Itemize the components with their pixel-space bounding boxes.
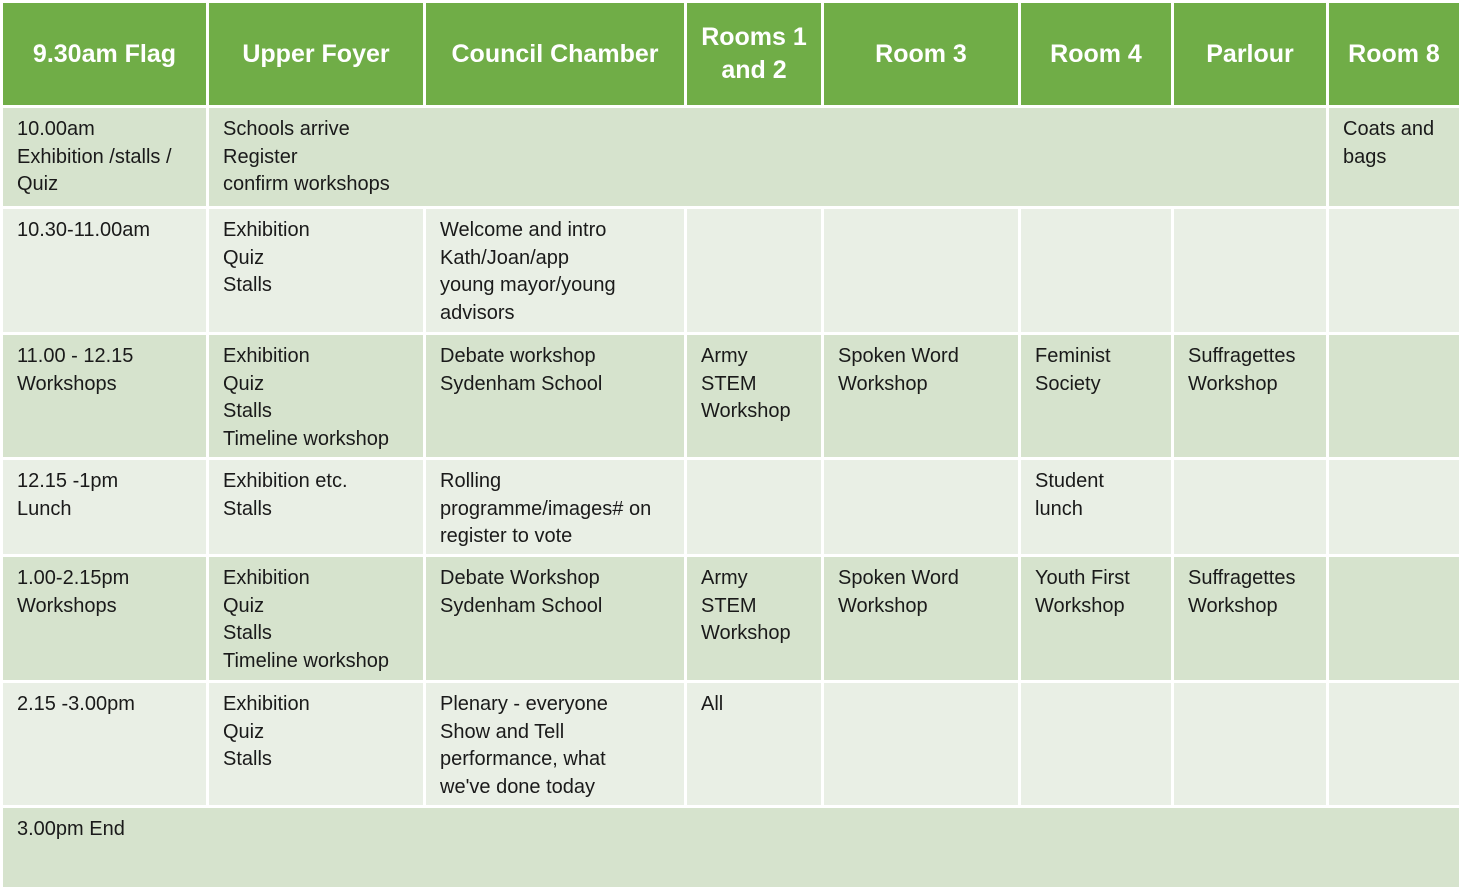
parlour-cell (1173, 682, 1328, 807)
header-room-4: Room 4 (1020, 2, 1173, 107)
table-row (2, 556, 1461, 682)
rooms-1-2-cell (686, 208, 823, 334)
parlour-cell (1173, 208, 1328, 334)
upper-foyer-cell: Exhibition Quiz Stalls Timeline workshop (208, 334, 425, 459)
room-3-cell (823, 682, 1020, 807)
upper-foyer-cell: Exhibition Quiz Stalls (208, 682, 425, 807)
header-parlour: Parlour (1173, 2, 1328, 107)
council-chamber-cell: Welcome and intro Kath/Joan/app young mayor/young advisors (425, 208, 686, 334)
room-4-cell: Student lunch (1020, 459, 1173, 556)
time-cell: 2.15 -3.00pm (2, 682, 208, 807)
room-8-cell (1328, 334, 1461, 459)
room-8-cell (1328, 556, 1461, 682)
table-row (2, 459, 1461, 556)
time-cell: 12.15 -1pm Lunch (2, 459, 208, 556)
upper-foyer-cell: Exhibition Quiz Stalls (208, 208, 425, 334)
header-row (2, 2, 1461, 107)
table-row (2, 107, 1461, 208)
header-room-3: Room 3 (823, 2, 1020, 107)
header-upper-foyer: Upper Foyer (208, 2, 425, 107)
time-cell: 11.00 - 12.15 Workshops (2, 334, 208, 459)
table-row (2, 208, 1461, 334)
room-8-cell (1328, 208, 1461, 334)
council-chamber-cell: Debate workshop Sydenham School (425, 334, 686, 459)
room-4-cell (1020, 682, 1173, 807)
header-rooms-1-2: Rooms 1 and 2 (686, 2, 823, 107)
rooms-1-2-cell: All (686, 682, 823, 807)
parlour-cell: Suffragettes Workshop (1173, 556, 1328, 682)
room-8-cell (1328, 459, 1461, 556)
rooms-1-2-cell: Army STEM Workshop (686, 334, 823, 459)
parlour-cell (1173, 459, 1328, 556)
time-cell: 1.00-2.15pm Workshops (2, 556, 208, 682)
rooms-1-2-cell (686, 459, 823, 556)
room-4-cell: Feminist Society (1020, 334, 1173, 459)
room-8-cell (1328, 682, 1461, 807)
room-3-cell: Spoken Word Workshop (823, 334, 1020, 459)
header-time: 9.30am Flag (2, 2, 208, 107)
time-cell: 10.00am Exhibition /stalls / Quiz (2, 107, 208, 208)
room-4-cell: Youth First Workshop (1020, 556, 1173, 682)
time-cell: 10.30-11.00am (2, 208, 208, 334)
header-council-chamber: Council Chamber (425, 2, 686, 107)
room-8-cell: Coats and bags (1328, 107, 1461, 208)
table-row (2, 807, 1461, 889)
room-3-cell: Spoken Word Workshop (823, 556, 1020, 682)
rooms-1-2-cell: Army STEM Workshop (686, 556, 823, 682)
upper-foyer-cell: Exhibition etc. Stalls (208, 459, 425, 556)
end-cell: 3.00pm End (2, 807, 1461, 889)
room-4-cell (1020, 208, 1173, 334)
council-chamber-cell: Plenary - everyone Show and Tell performance, what we've done today (425, 682, 686, 807)
table-row (2, 682, 1461, 807)
council-chamber-cell: Debate Workshop Sydenham School (425, 556, 686, 682)
upper-foyer-cell: Exhibition Quiz Stalls Timeline workshop (208, 556, 425, 682)
room-3-cell (823, 459, 1020, 556)
room-3-cell (823, 208, 1020, 334)
table-row (2, 334, 1461, 459)
arrival-cell: Schools arrive Register confirm workshops (208, 107, 1328, 208)
header-room-8: Room 8 (1328, 2, 1461, 107)
parlour-cell: Suffragettes Workshop (1173, 334, 1328, 459)
council-chamber-cell: Rolling programme/images# on register to vote (425, 459, 686, 556)
